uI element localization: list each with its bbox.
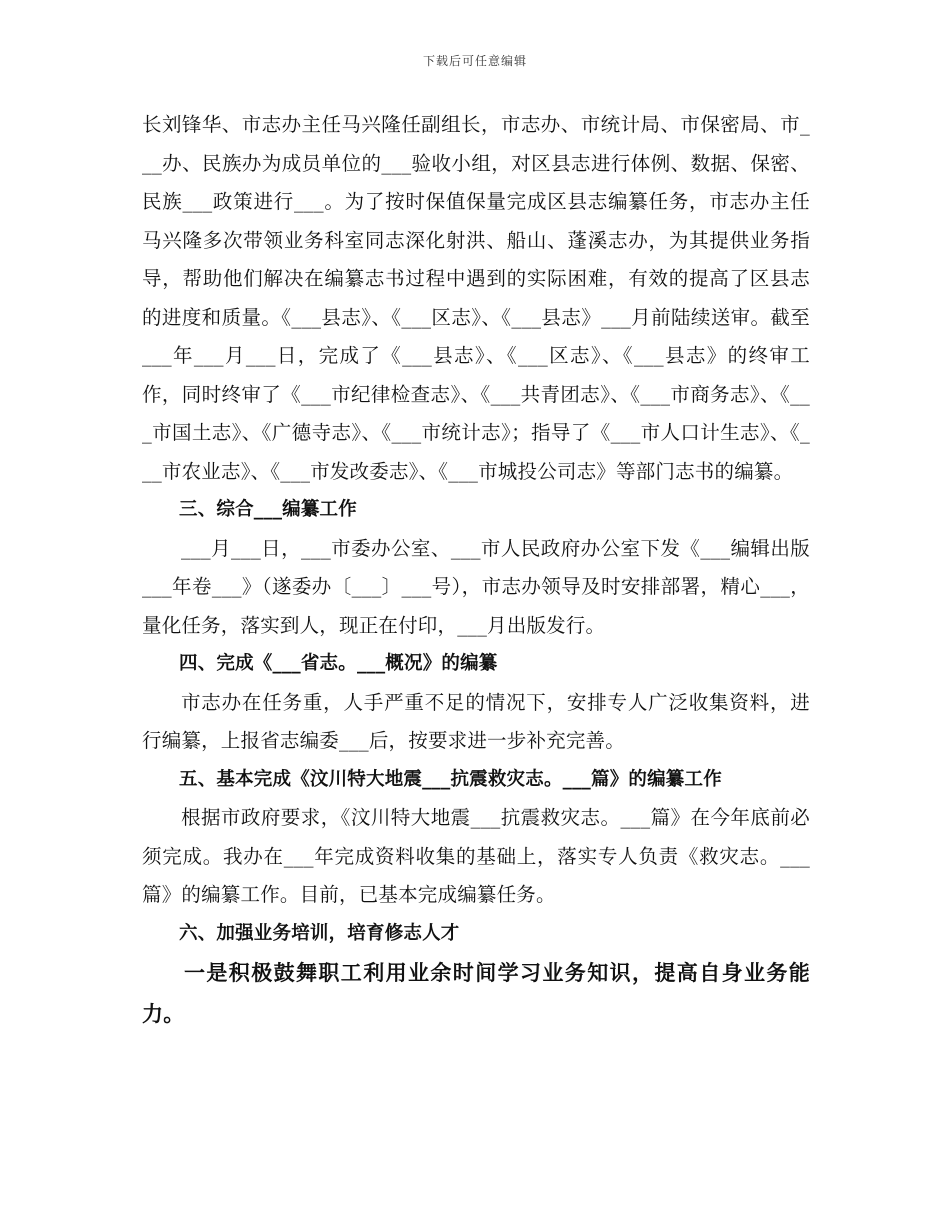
paragraph-2: ___月___日，___市委办公室、___市人民政府办公室下发《___编辑出版___年卷___》（遂委办〔___〕___号），市志办领导及时安排部署，精心___，量化任务，落实到人，现正在付印，___月出版发行。 — [142, 536, 810, 637]
page-header: 下载后可任意编辑 — [422, 54, 527, 68]
section-heading-3: 三、综合___编纂工作 — [179, 499, 357, 520]
subheading-first-point: 一是积极鼓舞职工利用业余时间学习业务知识，提高自身业务能力。 — [142, 961, 810, 1026]
paragraph-3: 市志办在任务重，人手严重不足的情况下，安排专人广泛收集资料，进行编纂，上报省志编委___后，按要求进一步补充完善。 — [142, 690, 810, 752]
paragraph-1: 长刘锋华、市志办主任马兴隆任副组长，市志办、市统计局、市保密局、市___办、民族办为成员单位的___验收小组，对区县志进行体例、数据、保密、民族___政策进行___。为了按时保值保量完成区县志编纂任务，市志办主任马兴隆多次带领业务科室同志深化射洪、船山、蓬溪志办，为其提供业务指导，帮助他们解决在编纂志书过程中遇到的实际困难，有效的提高了区县志的进度和质量。《___县志》、《___区志》、《___县志》___月前陆续送审。截至___年___月___日，完成了《___县志》、《___区志》、《___县志》的终审工作，同时终审了《___市纪律检查志》、《___共青团志》、《___市商务志》、《___市国土志》、《广德寺志》、《___市统计志》；指导了《___市人口计生志》、《___市农业志》、《___市发改委志》、《___市城投公司志》等部门志书的编纂。 — [142, 113, 810, 483]
document-body — [142, 106, 810, 1035]
paragraph-4: 根据市政府要求，《汶川特大地震___抗震救灾志。___篇》在今年底前必须完成。我办在___年完成资料收集的基础上，落实专人负责《救灾志。___篇》的编纂工作。目前，已基本完成编纂任务。 — [142, 806, 810, 906]
section-heading-6: 六、加强业务培训，培育修志人才 — [179, 922, 460, 944]
section-heading-4: 四、完成《___省志。___概况》的编纂 — [179, 653, 498, 674]
section-heading-5: 五、基本完成《汶川特大地震___抗震救灾志。___篇》的编纂工作 — [179, 768, 722, 790]
